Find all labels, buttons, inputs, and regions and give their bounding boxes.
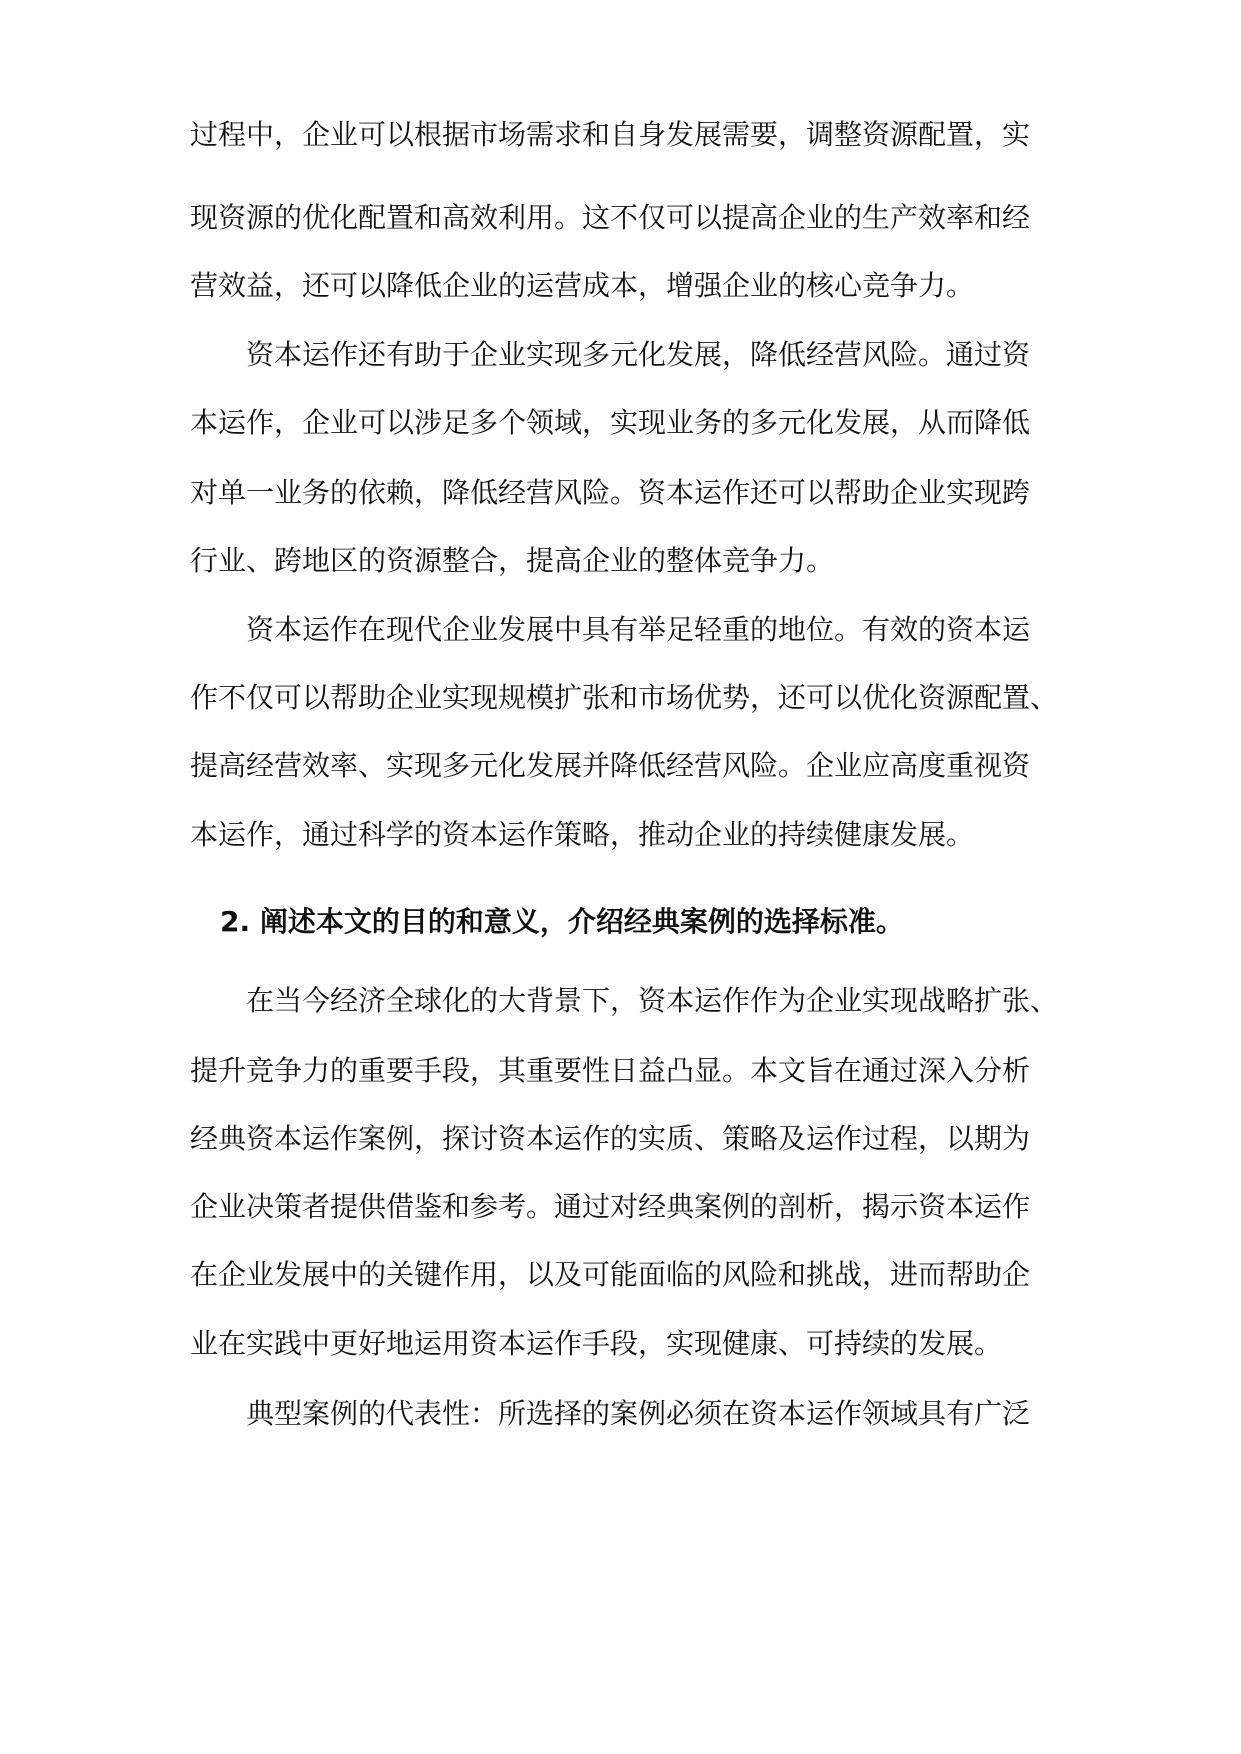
text-line: 本运作，通过科学的资本运作策略，推动企业的持续健康发展。 xyxy=(190,818,975,851)
text-line: 提高经营效率、实现多元化发展并降低经营风险。企业应高度重视资 xyxy=(190,749,1031,782)
text-line: 资本运作在现代企业发展中具有举足轻重的地位。有效的资本运 xyxy=(246,613,1031,646)
section-heading-text: 2. 阐述本文的目的和意义，介绍经典案例的选择标准。 xyxy=(220,905,904,938)
text-line: 作不仅可以帮助企业实现规模扩张和市场优势，还可以优化资源配置、 xyxy=(190,681,1059,714)
text-line: 提升竞争力的重要手段，其重要性日益凸显。本文旨在通过深入分析 xyxy=(190,1054,1031,1087)
text-line: 资本运作还有助于企业实现多元化发展，降低经营风险。通过资 xyxy=(246,338,1031,371)
text-line: 企业决策者提供借鉴和参考。通过对经典案例的剖析，揭示资本运作 xyxy=(190,1190,1031,1223)
text-line: 行业、跨地区的资源整合，提高企业的整体竞争力。 xyxy=(190,544,835,577)
text-line: 在企业发展中的关键作用，以及可能面临的风险和挑战，进而帮助企 xyxy=(190,1258,1031,1291)
text-line: 过程中，企业可以根据市场需求和自身发展需要，调整资源配置，实 xyxy=(190,118,1031,151)
text-line: 在当今经济全球化的大背景下，资本运作作为企业实现战略扩张、 xyxy=(246,984,1059,1017)
text-line: 经典资本运作案例，探讨资本运作的实质、策略及运作过程，以期为 xyxy=(190,1122,1031,1155)
text-line: 业在实践中更好地运用资本运作手段，实现健康、可持续的发展。 xyxy=(190,1327,1003,1360)
text-line: 本运作，企业可以涉足多个领域，实现业务的多元化发展，从而降低 xyxy=(190,406,1031,439)
text-line: 现资源的优化配置和高效利用。这不仅可以提高企业的生产效率和经 xyxy=(190,201,1031,234)
text-line: 典型案例的代表性：所选择的案例必须在资本运作领域具有广泛 xyxy=(246,1397,1031,1430)
text-line: 营效益，还可以降低企业的运营成本，增强企业的核心竞争力。 xyxy=(190,269,975,302)
text-line: 对单一业务的依赖，降低经营风险。资本运作还可以帮助企业实现跨 xyxy=(190,476,1031,509)
